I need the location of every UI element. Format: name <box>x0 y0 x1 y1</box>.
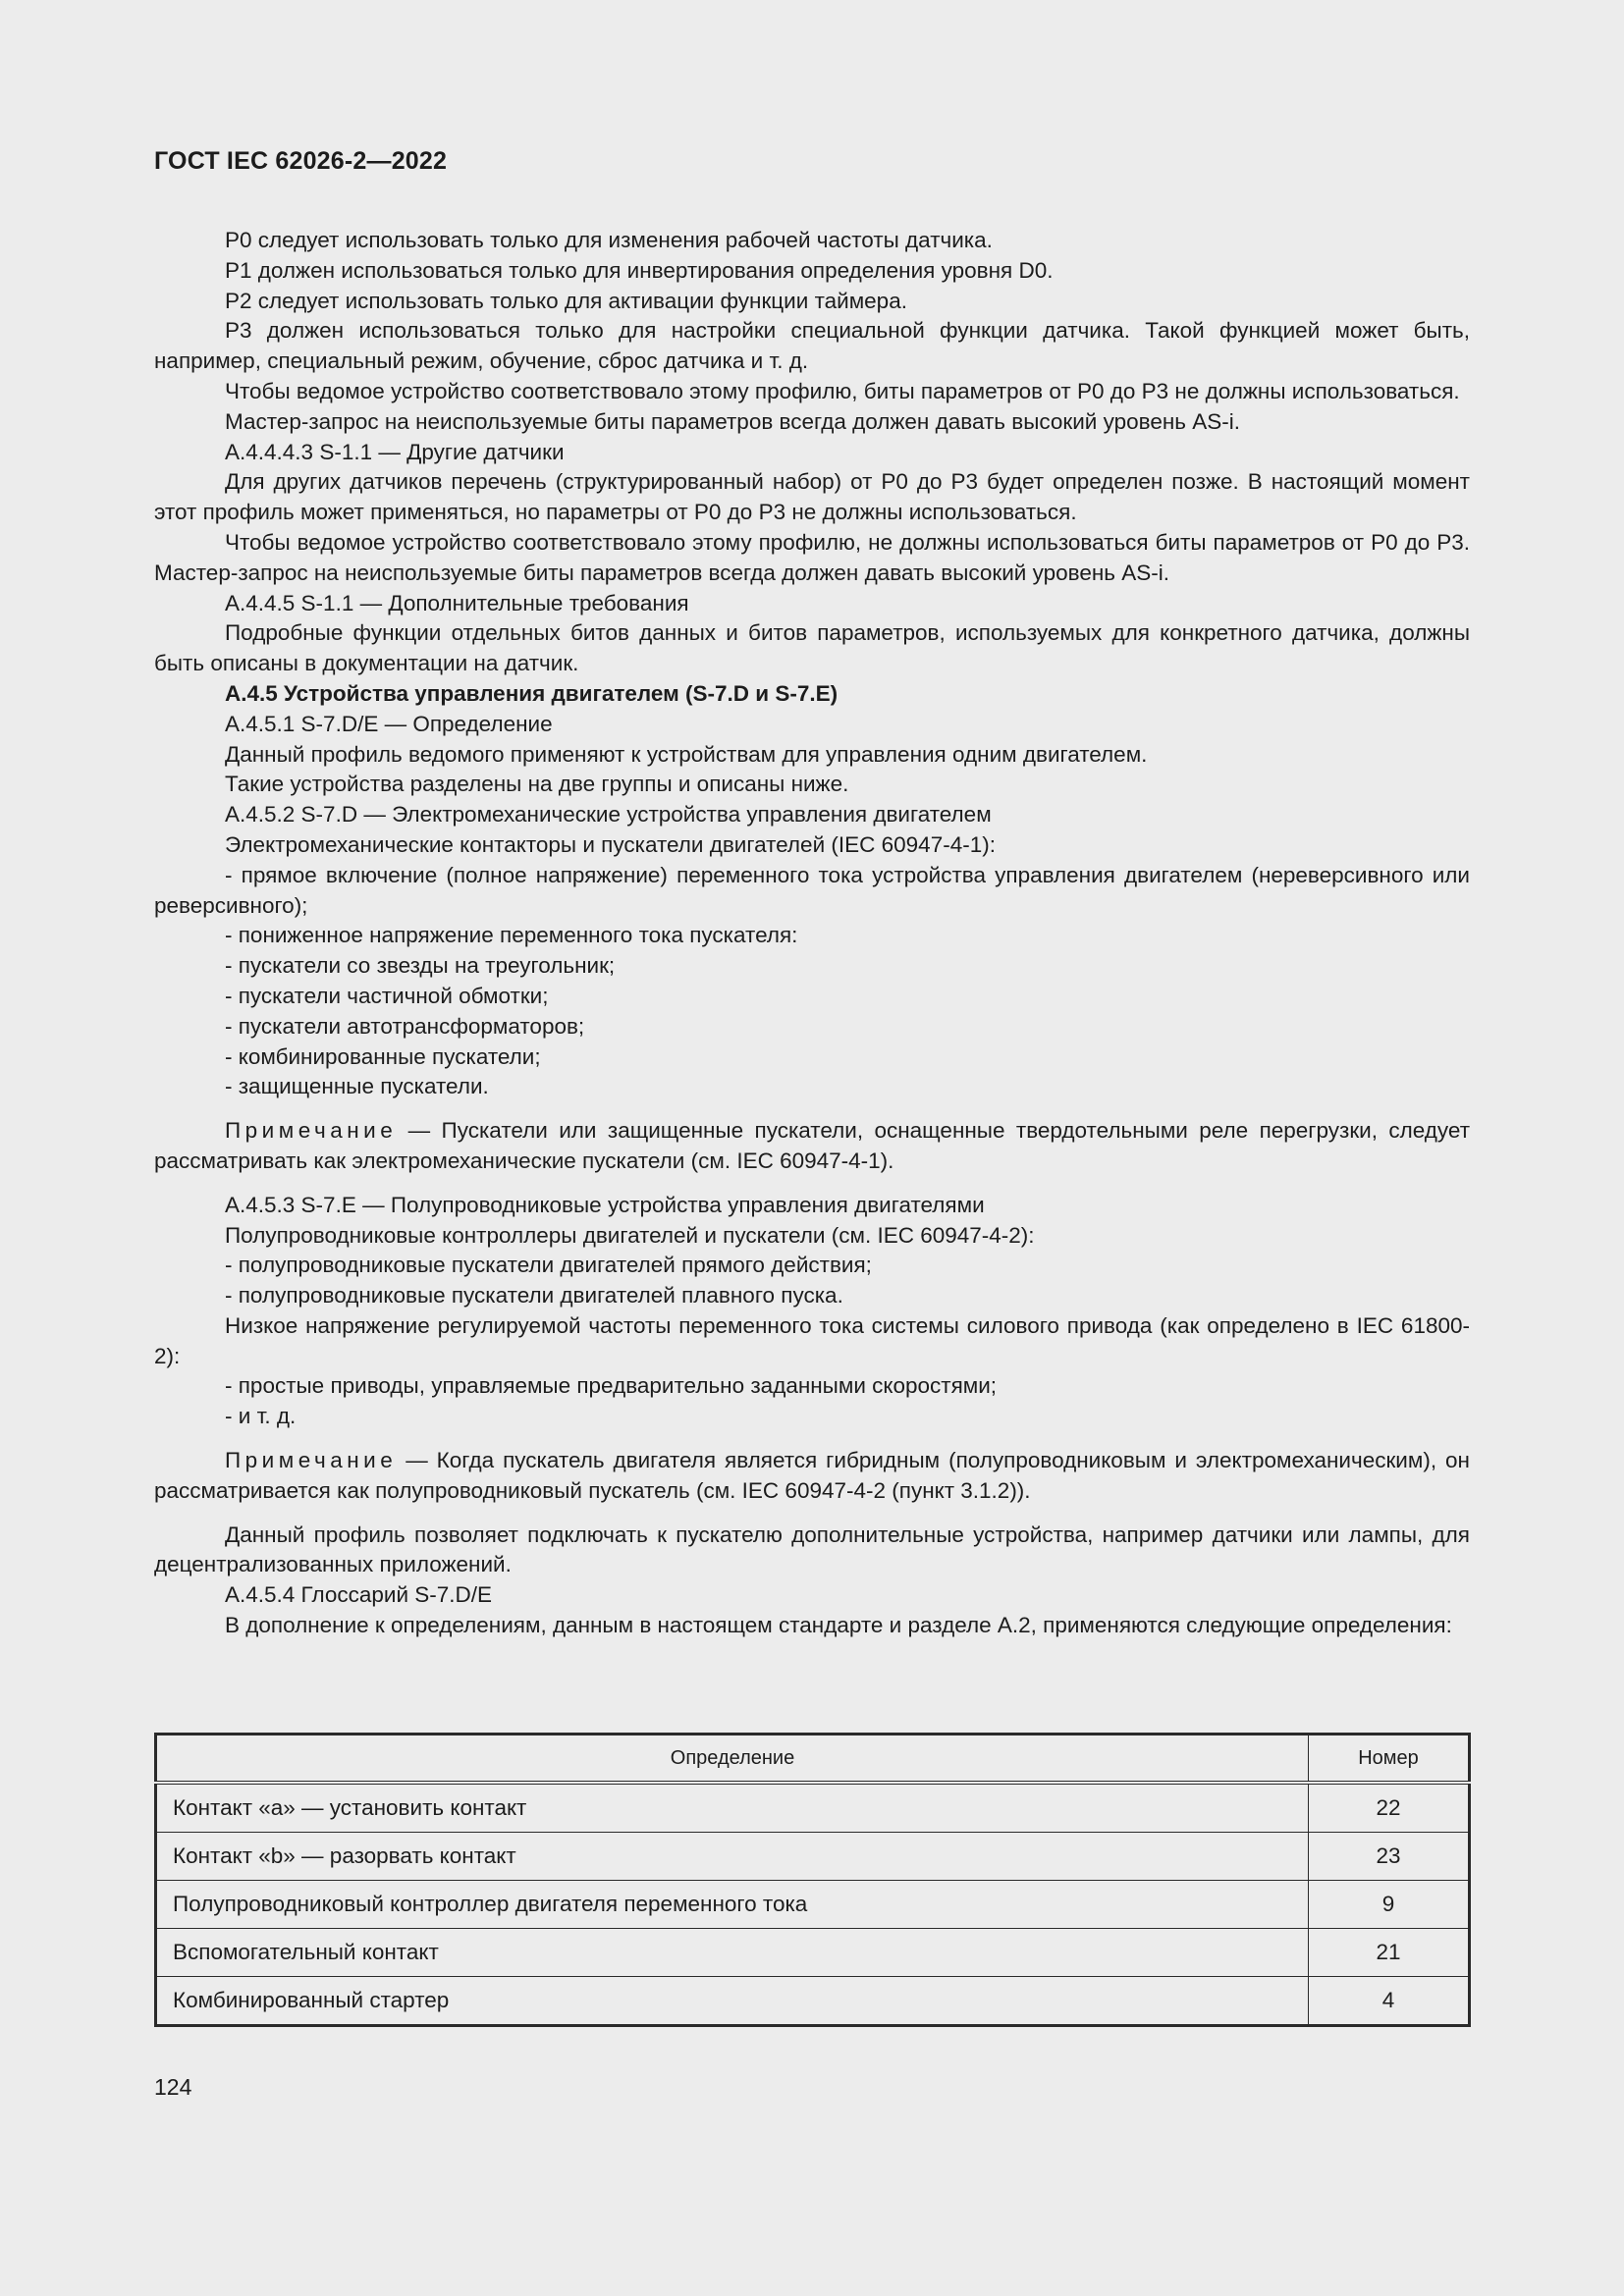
note-text: — Когда пускатель двигателя является гибридным (полупроводниковым и электромеханическим), он рассматривается как полупроводниковый пускатель (см. IEC 60947-4-2 (пункт 3.1.2)). <box>154 1448 1470 1503</box>
table-header-row <box>156 1735 1470 1784</box>
list-item: - пускатели автотрансформаторов; <box>225 1013 585 1039</box>
list-item: - полупроводниковые пускатели двигателей плавного пуска. <box>225 1283 843 1308</box>
cell-definition: Контакт «а» — установить контакт <box>156 1783 1309 1833</box>
note-label: Примечание <box>225 1448 398 1473</box>
paragraph: P3 должен использоваться только для настройки специальной функции датчика. Такой функцией может быть, например, специальный режим, обучение, сброс датчика и т. д. <box>154 318 1470 374</box>
paragraph: Для других датчиков перечень (структурированный набор) от P0 до P3 будет определен позже. В настоящий момент этот профиль может применяться, но параметры от P0 до P3 не должны использоваться. <box>154 469 1470 525</box>
document-header: ГОСТ IEC 62026-2—2022 <box>154 147 448 175</box>
section-heading: А.4.5.4 Глоссарий S-7.D/E <box>225 1582 493 1608</box>
definitions-table <box>154 1733 1471 2027</box>
section-heading-bold: А.4.5 Устройства управления двигателем (S-7.D и S-7.E) <box>225 680 839 706</box>
table-row <box>156 1881 1470 1929</box>
list-item: - комбинированные пускатели; <box>225 1043 541 1069</box>
cell-number: 9 <box>1309 1881 1470 1929</box>
cell-definition: Комбинированный стартер <box>156 1977 1309 2026</box>
paragraph: В дополнение к определениям, данным в настоящем стандарте и разделе А.2, применяются следующие определения: <box>225 1613 1452 1638</box>
table-row <box>156 1783 1470 1833</box>
list-item: - полупроводниковые пускатели двигателей прямого действия; <box>225 1253 872 1278</box>
list-item: - пускатели частичной обмотки; <box>225 983 549 1008</box>
paragraph: P0 следует использовать только для изменения рабочей частоты датчика. <box>225 228 993 252</box>
cell-number: 22 <box>1309 1783 1470 1833</box>
list-item: - защищенные пускатели. <box>225 1074 489 1099</box>
paragraph: P1 должен использоваться только для инвертирования определения уровня D0. <box>225 257 1054 283</box>
paragraph: Такие устройства разделены на две группы и описаны ниже. <box>225 772 849 797</box>
paragraph: Полупроводниковые контроллеры двигателей и пускатели (см. IEC 60947-4-2): <box>225 1222 1035 1248</box>
paragraph: Данный профиль позволяет подключать к пускателю дополнительные устройства, например датчики или лампы, для децентрализованных приложений. <box>154 1522 1470 1577</box>
paragraph: Электромеханические контакторы и пускатели двигателей (IEC 60947-4-1): <box>225 831 996 857</box>
paragraph: Подробные функции отдельных битов данных и битов параметров, используемых для конкретного датчика, должны быть описаны в документации на датчик. <box>154 620 1470 676</box>
cell-number: 21 <box>1309 1929 1470 1977</box>
paragraph: Данный профиль ведомого применяют к устройствам для управления одним двигателем. <box>225 741 1148 767</box>
paragraph: P2 следует использовать только для активации функции таймера. <box>225 288 907 313</box>
table-row <box>156 1977 1470 2026</box>
cell-definition: Вспомогательный контакт <box>156 1929 1309 1977</box>
section-heading: А.4.4.5 S-1.1 — Дополнительные требования <box>225 590 689 615</box>
note-label: Примечание <box>225 1118 398 1144</box>
list-item: - пониженное напряжение переменного тока пускателя: <box>225 923 798 948</box>
cell-definition: Контакт «b» — разорвать контакт <box>156 1833 1309 1881</box>
cell-number: 23 <box>1309 1833 1470 1881</box>
list-item: - пускатели со звезды на треугольник; <box>225 953 616 979</box>
section-heading: А.4.5.1 S-7.D/E — Определение <box>225 711 553 736</box>
column-header-definition: Определение <box>156 1735 1309 1784</box>
document-body <box>154 226 1470 1641</box>
paragraph: Низкое напряжение регулируемой частоты переменного тока системы силового привода (как определено в IEC 61800-2): <box>154 1312 1470 1368</box>
paragraph: Мастер-запрос на неиспользуемые биты параметров всегда должен давать высокий уровень AS-i. <box>225 408 1241 434</box>
section-heading: А.4.4.4.3 S-1.1 — Другие датчики <box>225 439 565 464</box>
note <box>154 1116 1470 1177</box>
table-row <box>156 1929 1470 1977</box>
cell-definition: Полупроводниковый контроллер двигателя переменного тока <box>156 1881 1309 1929</box>
note <box>154 1446 1470 1507</box>
list-item: - прямое включение (полное напряжение) переменного тока устройства управления двигателем (нереверсивного или реверсивного); <box>154 862 1470 918</box>
cell-number: 4 <box>1309 1977 1470 2026</box>
list-item: - и т. д. <box>225 1404 297 1429</box>
paragraph: Чтобы ведомое устройство соответствовало этому профилю, не должны использоваться биты параметров от P0 до P3. Мастер-запрос на неиспользуемые биты параметров всегда должен давать высокий уровень AS-i. <box>154 529 1470 585</box>
column-header-number: Номер <box>1309 1735 1470 1784</box>
note-text: — Пускатели или защищенные пускатели, оснащенные твердотельными реле перегрузки, следует рассматривать как электромеханические пускатели (см. IEC 60947-4-1). <box>154 1118 1470 1173</box>
page-number: 124 <box>154 2074 192 2100</box>
section-heading: А.4.5.2 S-7.D — Электромеханические устройства управления двигателем <box>225 802 992 828</box>
section-heading: А.4.5.3 S-7.E — Полупроводниковые устройства управления двигателями <box>225 1192 985 1217</box>
list-item: - простые приводы, управляемые предварительно заданными скоростями; <box>225 1373 998 1399</box>
paragraph: Чтобы ведомое устройство соответствовало этому профилю, биты параметров от P0 до P3 не должны использоваться. <box>225 378 1460 403</box>
table-row <box>156 1833 1470 1881</box>
